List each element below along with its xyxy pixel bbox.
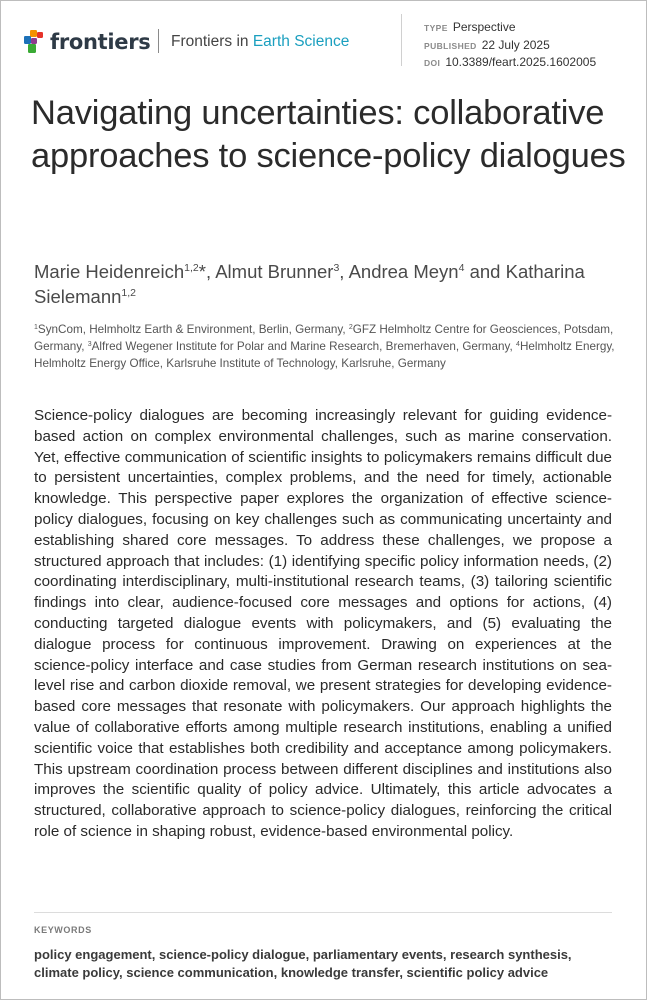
- article-meta: [424, 19, 596, 72]
- meta-type-row: [424, 19, 596, 37]
- author-affiliation-sup: 3: [333, 262, 340, 274]
- author-name[interactable]: Almut Brunner: [215, 261, 334, 282]
- author-affiliation-sup: 4: [458, 262, 465, 274]
- meta-type-value: Perspective: [452, 20, 516, 34]
- corresponding-author-mark: *: [198, 261, 206, 282]
- meta-doi-label: DOI: [424, 58, 441, 68]
- page-header: [24, 14, 624, 74]
- meta-doi-row: [424, 54, 596, 72]
- affiliation-number: 3: [87, 340, 92, 348]
- frontiers-logo-icon: [24, 30, 46, 54]
- keywords-list: policy engagement, science-policy dialogue, parliamentary events, research synthesis, climate policy, science communication, knowledge transfer, scientific policy advice: [34, 947, 572, 980]
- author-name[interactable]: Andrea Meyn: [348, 261, 459, 282]
- keywords-divider: [34, 912, 612, 913]
- article-title: Navigating uncertainties: collaborative approaches to science-policy dialogues: [31, 94, 626, 175]
- author-affiliation-sup: 1,2: [121, 287, 137, 299]
- frontiers-logo[interactable]: [24, 28, 151, 56]
- author-separator: ,: [205, 261, 216, 282]
- author-list: [34, 259, 624, 309]
- affiliation-text: SynCom, Helmholtz Earth & Environment, Berlin, Germany,: [37, 323, 349, 336]
- abstract-text: Science-policy dialogues are becoming increasingly relevant for guiding evidence-based action on complex environmental challenges, such as marine conservation. Yet, effective communication of scientific insights to policymakers remains difficult due to persistent uncertainties, complex problems, and the need for timely, actionable knowledge. This perspective paper explores the organization of effective science-policy dialogues, focusing on key challenges such as communicating uncertainty and establishing shared core messages. To address these challenges, we propose a structured approach that includes: (1) identifying specific policy information needs, (2) coordinating interdisciplinary, multi-institutional research teams, (3) tailoring scientific findings into clear, audience-focused core messages and options for actions, (4) conducting targeted dialogue events with policymakers, and (5) evaluating the dialogue process for continuous improvement. Drawing on experiences at the science-policy interface and case studies from German research institutions on sea-level rise and carbon dioxide removal, we present strategies for developing evidence-based core messages that resonate with policymakers. Our approach highlights the value of collaborative efforts among multiple research institutions, enabling a unified scientific voice that establishes both credibility and acceptance among policymakers. This upstream coordination process between different disciplines and institutions also improves the scientific quality of policy advice. Ultimately, this article advocates a structured, collaborative approach to science-policy dialogues, reinforcing the critical role of science in shaping robust, evidence-based environmental policy.: [34, 407, 612, 840]
- meta-divider: [401, 14, 402, 66]
- affiliation-number: 4: [516, 340, 520, 348]
- author-name[interactable]: Katharina Sielemann: [34, 261, 585, 307]
- journal-name[interactable]: [171, 33, 349, 51]
- author-affiliation-sup: 1,2: [184, 262, 199, 274]
- journal-field: Earth Science: [252, 33, 350, 50]
- keywords-label: KEYWORDS: [34, 925, 92, 935]
- meta-type-label: TYPE: [424, 23, 448, 33]
- author-separator: ,: [339, 261, 349, 282]
- meta-doi-value[interactable]: 10.3389/feart.2025.1602005: [445, 55, 597, 69]
- author-name[interactable]: Marie Heidenreich: [34, 261, 185, 282]
- affiliation-list: [34, 322, 624, 372]
- affiliation-text: GFZ Helmholtz Centre for Geosciences, Potsdam, Germany,: [34, 323, 614, 353]
- author-separator: and: [464, 261, 506, 282]
- meta-published-row: [424, 37, 596, 55]
- journal-prefix: Frontiers in: [171, 33, 253, 50]
- affiliation-text: Alfred Wegener Institute for Polar and Marine Research, Bremerhaven, Germany,: [91, 339, 517, 353]
- meta-published-value: 22 July 2025: [481, 37, 550, 52]
- meta-published-label: PUBLISHED: [424, 40, 477, 51]
- brand-name: frontiers: [50, 30, 151, 54]
- affiliation-number: 2: [348, 324, 353, 331]
- affiliation-text: Helmholtz Energy, Helmholtz Energy Office, Karlsruhe Institute of Technology, Karlsruhe, Germany: [34, 339, 615, 370]
- logo-divider: [158, 29, 159, 53]
- affiliation-number: 1: [34, 324, 38, 331]
